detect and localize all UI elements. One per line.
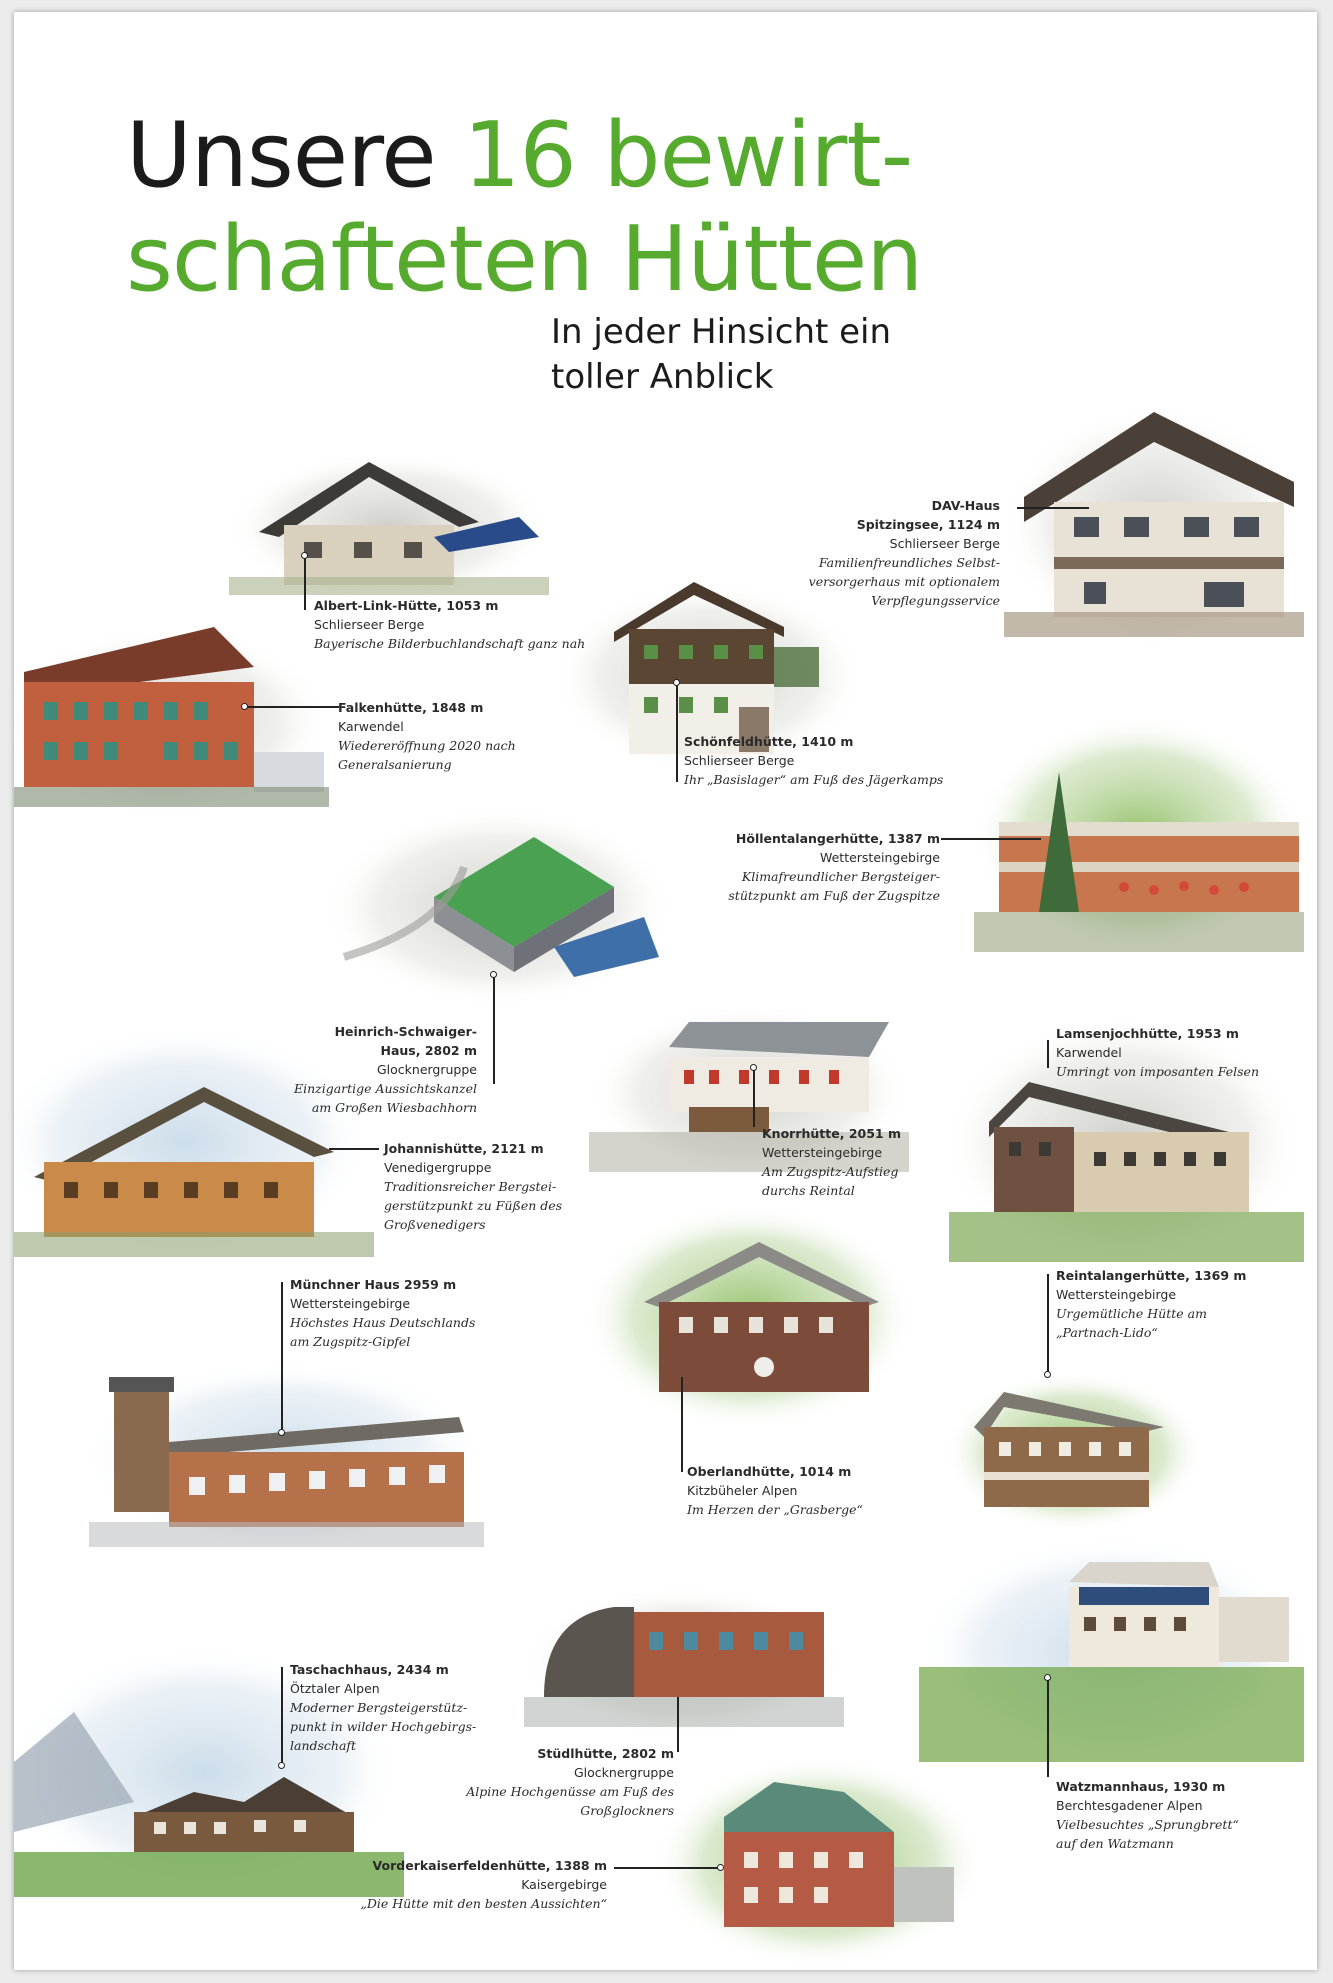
hut-region: Wettersteingebirge [819,850,940,865]
heinrich-schwaiger-haus-illustration [324,807,674,1007]
leader-dot [717,1864,724,1871]
reintalangerhuette-image [944,1372,1204,1532]
page-title [126,104,922,312]
watzmannhaus-illustration [919,1542,1304,1772]
falkenhuette-image [14,612,329,812]
leader-line [304,555,306,610]
hut-label-muenchner-haus [290,1275,475,1351]
hut-region: Wettersteingebirge [762,1145,883,1160]
hut-label-knorrhuette [762,1124,901,1200]
leader-dot [278,1762,285,1769]
hut-label-schoenfeldhuette [684,732,943,789]
hut-name: Höllentalangerhütte, 1387 m [735,831,940,846]
leader-dot [241,703,248,710]
hut-name-line-2: Spitzingsee, 1124 m [856,517,1000,532]
leader-line [329,1148,379,1150]
hut-label-johannishuette [384,1139,562,1234]
hut-name: Watzmannhaus, 1930 m [1056,1779,1226,1794]
leader-line [1047,1274,1049,1374]
hut-name: Vorderkaiserfeldenhütte, 1388 m [372,1858,607,1873]
hut-desc: Im Herzen der „Grasberge“ [687,1502,863,1517]
leader-line [281,1667,283,1765]
oberlandhuette-illustration [584,1207,914,1432]
leader-dot [673,679,680,686]
heinrich-schwaiger-haus-image [324,807,674,1007]
hut-desc: Vielbesuchtes „Sprungbrett“ [1056,1817,1239,1832]
hut-desc: Urgemütliche Hütte am [1056,1306,1207,1321]
title-part-1: Unsere [126,103,464,208]
hut-desc: Höchstes Haus Deutschlands [290,1315,476,1330]
stuedlhuette-illustration [524,1587,844,1737]
hut-desc: Traditionsreicher Bergstei- [384,1179,557,1194]
watzmannhaus-image [919,1542,1304,1772]
hut-region: Schlierseer Berge [889,536,1000,551]
hut-desc: „Partnach-Lido“ [1056,1325,1158,1340]
leader-line [681,1377,683,1472]
hut-desc: am Großen Wiesbachhorn [311,1100,477,1115]
vorderkaiserfeldenhuette-image [654,1757,984,1967]
hut-name: Taschachhaus, 2434 m [290,1662,449,1677]
albert-link-huette-illustration [229,437,549,597]
hut-label-taschachhaus [290,1660,476,1755]
leader-line [1047,1677,1049,1777]
hut-desc: Großglockners [580,1803,674,1818]
hut-region: Schlierseer Berge [314,617,425,632]
hut-desc: landschaft [290,1738,357,1753]
leader-dot [750,1064,757,1071]
hut-desc: Alpine Hochgenüsse am Fuß des [466,1784,674,1799]
leader-dot [278,1429,285,1436]
muenchner-haus-illustration [89,1357,484,1552]
hut-name: Münchner Haus 2959 m [290,1277,457,1292]
hoellentalangerhuette-illustration [974,712,1304,962]
hut-region: Kaisergebirge [521,1877,607,1892]
hut-name: Schönfeldhütte, 1410 m [684,734,854,749]
hut-desc: Klimafreundlicher Bergsteiger- [741,869,940,884]
subtitle-line-1: In jeder Hinsicht ein [551,312,892,352]
hut-region: Ötztaler Alpen [290,1681,380,1696]
hut-desc: punkt in wilder Hochgebirgs- [290,1719,477,1734]
page-subtitle [551,310,971,400]
hut-region: Wettersteingebirge [1056,1287,1177,1302]
hut-label-lamsenjochhuette [1056,1024,1259,1081]
leader-dot [490,971,497,978]
falkenhuette-illustration [14,612,329,812]
poster-page [14,12,1317,1970]
reintalangerhuette-illustration [944,1372,1204,1532]
leader-line [677,1697,679,1752]
hut-name-line-2: Haus, 2802 m [380,1043,477,1058]
hut-name: Knorrhütte, 2051 m [762,1126,901,1141]
hut-desc: Moderner Bergsteigerstütz- [290,1700,468,1715]
hut-desc: Umringt von imposanten Felsen [1056,1064,1260,1079]
hoellentalangerhuette-image [974,712,1304,962]
hut-desc: Verpflegungsservice [871,593,1000,608]
hut-region: Venedigergruppe [384,1160,492,1175]
hut-desc: stützpunkt am Fuß der Zugspitze [728,888,940,903]
leader-line [281,1282,283,1432]
stuedlhuette-image [524,1587,844,1737]
hut-region: Kitzbüheler Alpen [687,1483,798,1498]
hut-desc: Ihr „Basislager“ am Fuß des Jägerkamps [684,772,944,787]
hut-desc: Wiedereröffnung 2020 nach [338,738,516,753]
hut-name: Oberlandhütte, 1014 m [687,1464,852,1479]
hut-region: Karwendel [338,719,404,734]
hut-name: Lamsenjochhütte, 1953 m [1056,1026,1239,1041]
hut-region: Glocknergruppe [376,1062,477,1077]
oberlandhuette-image [584,1207,914,1432]
leader-line [493,974,495,1084]
hut-label-watzmannhaus [1056,1777,1239,1853]
albert-link-huette-image [229,437,549,597]
hut-label-stuedlhuette [466,1744,674,1820]
leader-dot [1044,1674,1051,1681]
hut-label-hoellentalangerhuette [728,829,940,905]
hut-desc: Bayerische Bilderbuchlandschaft ganz nah [314,636,586,651]
hut-region: Berchtesgadener Alpen [1056,1798,1203,1813]
hut-label-reintalangerhuette [1056,1266,1246,1342]
title-part-2: 16 bewirt- [463,103,913,208]
leader-line [244,706,339,708]
hut-desc: versorgerhaus mit optionalem [808,574,1000,589]
muenchner-haus-image [89,1357,484,1552]
hut-name: Stüdlhütte, 2802 m [537,1746,674,1761]
hut-region: Karwendel [1056,1045,1122,1060]
hut-desc: auf den Watzmann [1056,1836,1174,1851]
hut-name: Heinrich-Schwaiger- [334,1024,477,1039]
hut-name: Falkenhütte, 1848 m [338,700,484,715]
hut-name: Johannishütte, 2121 m [384,1141,544,1156]
hut-label-falkenhuette [338,698,516,774]
leader-line [1017,507,1089,509]
hut-label-vorderkaiserfeldenhuette [360,1856,607,1913]
leader-line [614,1867,719,1869]
dav-haus-illustration [1004,397,1304,647]
hut-name: Reintalangerhütte, 1369 m [1056,1268,1247,1283]
title-part-3: schafteten Hütten [126,207,923,312]
leader-line [753,1067,755,1127]
leader-line [1047,1040,1049,1068]
hut-desc: Einzigartige Aussichtskanzel [293,1081,477,1096]
hut-desc: Familienfreundliches Selbst- [818,555,1000,570]
hut-desc: durchs Reintal [762,1183,855,1198]
hut-name: DAV-Haus [931,498,1000,513]
hut-label-oberlandhuette [687,1462,863,1519]
hut-desc: am Zugspitz-Gipfel [290,1334,411,1349]
vorderkaiserfeldenhuette-illustration [654,1757,984,1967]
leader-dot [301,552,308,559]
hut-desc: Generalsanierung [338,757,452,772]
hut-name: Albert-Link-Hütte, 1053 m [314,598,499,613]
hut-region: Glocknergruppe [573,1765,674,1780]
subtitle-line-2: toller Anblick [551,357,774,397]
hut-desc: gerstützpunkt zu Füßen des [384,1198,563,1213]
hut-desc: „Die Hütte mit den besten Aussichten“ [360,1896,607,1911]
hut-region: Schlierseer Berge [684,753,795,768]
hut-region: Wettersteingebirge [290,1296,411,1311]
hut-label-heinrich-schwaiger-haus [294,1022,477,1117]
leader-line [941,838,1041,840]
hut-label-dav-haus [809,496,1000,610]
hut-label-albert-link-huette [314,596,585,653]
hut-desc: Großvenedigers [384,1217,486,1232]
leader-line [676,682,678,782]
hut-desc: Am Zugspitz-Aufstieg [762,1164,899,1179]
dav-haus-image [1004,397,1304,647]
leader-dot [1044,1371,1051,1378]
